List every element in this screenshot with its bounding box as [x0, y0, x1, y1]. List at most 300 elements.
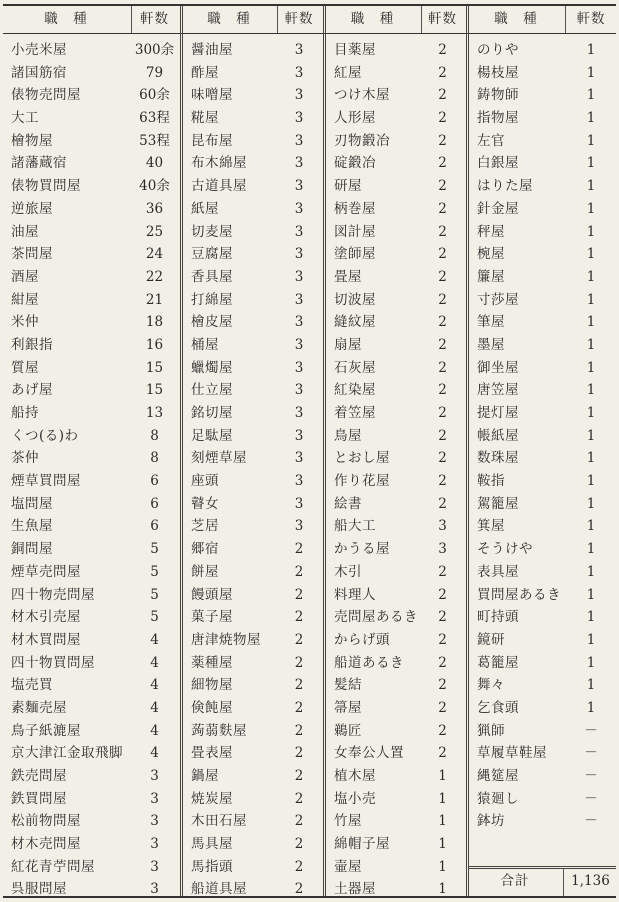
table-row	[183, 720, 320, 743]
table-row	[183, 221, 320, 244]
occupation-name: 座頭	[191, 473, 219, 490]
table-row	[3, 334, 177, 357]
household-count: 1	[586, 473, 596, 490]
table-row	[469, 266, 616, 289]
table-row	[469, 130, 616, 153]
table-row	[3, 243, 177, 266]
occupation-name: 船持	[11, 405, 39, 421]
occupation-name: 鍋屋	[191, 768, 219, 784]
household-count: 1	[586, 586, 596, 603]
occupation-name: 足駄屋	[191, 427, 233, 444]
household-count: 3	[294, 223, 304, 240]
household-count: 2	[294, 836, 304, 853]
occupation-name: 木田石屋	[191, 813, 247, 830]
occupation-name: くつ(る)わ	[11, 427, 79, 444]
occupation-name: 船道あるき	[334, 654, 404, 671]
table-row	[469, 334, 616, 357]
occupation-name: 材木買問屋	[11, 631, 81, 648]
occupation-name: 木引	[334, 563, 362, 580]
table-row	[183, 629, 320, 652]
occupation-name: 紙屋	[191, 200, 219, 217]
occupation-name: 銘切屋	[191, 405, 233, 421]
household-count: 3	[150, 790, 159, 807]
household-count: 4	[150, 677, 159, 694]
table-row	[3, 198, 177, 221]
household-count: 1	[438, 836, 447, 853]
household-count: 4	[150, 631, 159, 648]
household-count: 8	[150, 427, 159, 444]
household-count: 40余	[139, 178, 170, 195]
household-count: 3	[294, 450, 304, 467]
household-count: 1	[586, 563, 596, 580]
table-row	[469, 243, 616, 266]
table-row	[183, 198, 320, 221]
occupation-name: 鳥子紙漉屋	[11, 722, 81, 739]
table-row	[326, 379, 463, 402]
occupation-name: 煙草買問屋	[11, 473, 81, 490]
table-row	[469, 425, 616, 448]
household-count: 2	[438, 405, 447, 421]
household-count: 3	[150, 813, 159, 830]
occupation-name: 御坐屋	[477, 359, 519, 376]
occupation-name: 料理人	[334, 586, 376, 603]
table-row	[326, 266, 463, 289]
household-count: 2	[438, 450, 447, 467]
table-row	[326, 425, 463, 448]
table-row	[183, 62, 320, 85]
occupation-name: 瞽女	[191, 495, 219, 512]
occupation-name: 葛籠屋	[477, 654, 519, 671]
household-count: 3	[294, 268, 304, 285]
table-row	[469, 84, 616, 107]
column-rows	[3, 39, 177, 901]
occupation-name: 鞍指	[477, 473, 505, 490]
occupation-name: 猿廻し	[477, 790, 519, 807]
household-count: 2	[438, 110, 447, 127]
table-row	[326, 39, 463, 62]
household-count: 3	[294, 405, 304, 421]
occupation-name: 駕籠屋	[477, 495, 519, 512]
column-header	[183, 6, 320, 33]
household-count: 2	[438, 631, 447, 648]
occupation-name: 蒟蒻麩屋	[191, 722, 247, 739]
occupation-name: 四十物買問屋	[11, 654, 95, 671]
household-count: －	[584, 722, 598, 739]
household-count: 3	[294, 87, 304, 104]
household-count: 2	[438, 359, 447, 376]
household-count: 1	[586, 42, 596, 58]
occupation-name: 煙草売問屋	[11, 563, 81, 580]
household-count: 1	[586, 155, 596, 172]
occupation-name: 切波屋	[334, 291, 376, 308]
household-count: 1	[586, 382, 596, 399]
total-separator	[563, 869, 564, 896]
household-count: 63程	[139, 110, 170, 127]
table-row	[469, 606, 616, 629]
header-count: 軒数	[428, 11, 457, 27]
household-count: 6	[150, 473, 159, 490]
occupation-name: 研屋	[334, 178, 362, 195]
table-row	[469, 379, 616, 402]
occupation-name: 芝居	[191, 518, 219, 535]
table-row	[469, 629, 616, 652]
household-count: 5	[150, 609, 159, 626]
occupation-name: 細物屋	[191, 677, 233, 694]
table-row	[326, 107, 463, 130]
household-count: 3	[150, 768, 159, 784]
occupation-name: 鵜匠	[334, 722, 362, 739]
occupation-name: 大工	[11, 110, 39, 127]
table-row	[326, 561, 463, 584]
household-count: 2	[294, 722, 304, 739]
table-row	[3, 311, 177, 334]
table-row	[469, 175, 616, 198]
table-row	[469, 107, 616, 130]
total-value: 1,136	[571, 873, 610, 889]
occupation-name: 髪結	[334, 677, 362, 694]
household-count: 4	[150, 654, 159, 671]
table-row	[183, 266, 320, 289]
household-count: 2	[438, 722, 447, 739]
table-row	[3, 357, 177, 380]
table-row	[183, 606, 320, 629]
table-row	[469, 674, 616, 697]
household-count: 15	[145, 382, 164, 399]
occupation-name: 薬種屋	[191, 654, 233, 671]
table-row	[183, 152, 320, 175]
column-header	[326, 6, 463, 33]
table-row	[326, 720, 463, 743]
household-count: 1	[586, 518, 596, 535]
household-count: 3	[294, 246, 304, 263]
table-row	[183, 856, 320, 879]
occupation-name: 鉢坊	[477, 813, 505, 830]
table-row	[326, 130, 463, 153]
household-count: 1	[438, 813, 447, 830]
table-row	[183, 652, 320, 675]
table-row	[326, 221, 463, 244]
occupation-name: 寸莎屋	[477, 291, 519, 308]
table-row	[326, 629, 463, 652]
household-count: 2	[294, 563, 304, 580]
household-count: 1	[586, 677, 596, 694]
table-row	[183, 810, 320, 833]
occupation-name: からげ頭	[334, 631, 390, 648]
table-row	[183, 742, 320, 765]
occupation-name: 左官	[477, 132, 505, 149]
household-count: 3	[294, 518, 304, 535]
occupation-name: 塗師屋	[334, 246, 376, 263]
table-row	[183, 357, 320, 380]
occupation-name: 蠟燭屋	[191, 359, 233, 376]
table-row	[326, 856, 463, 879]
table-row	[3, 107, 177, 130]
occupation-name: 紅屋	[334, 64, 362, 81]
table-row	[3, 425, 177, 448]
household-count: 36	[145, 200, 164, 217]
household-count: 2	[438, 699, 447, 716]
table-row	[469, 493, 616, 516]
household-count: 1	[586, 699, 596, 716]
occupation-name: 鉄売問屋	[11, 768, 67, 784]
occupation-name: 糀屋	[191, 110, 219, 127]
table-row	[326, 538, 463, 561]
table-row	[326, 652, 463, 675]
household-count: 22	[145, 268, 164, 285]
table-row	[3, 221, 177, 244]
occupation-name: 小売米屋	[11, 42, 67, 58]
total-row	[469, 866, 616, 896]
table-row	[3, 470, 177, 493]
household-count: 1	[586, 405, 596, 421]
household-count: 5	[150, 541, 159, 558]
occupation-name: 目薬屋	[334, 42, 376, 58]
occupation-name: 醤油屋	[191, 42, 233, 58]
household-count: 2	[438, 87, 447, 104]
occupation-name: 船大工	[334, 518, 376, 535]
household-count: 3	[294, 64, 304, 81]
household-count: 15	[145, 359, 164, 376]
table-row	[3, 538, 177, 561]
occupation-name: 唐笠屋	[477, 382, 519, 399]
household-count: 6	[150, 518, 159, 535]
table-row	[3, 810, 177, 833]
occupation-name: 乞食頭	[477, 699, 519, 716]
table-row	[326, 175, 463, 198]
household-count: 1	[586, 609, 596, 626]
occupation-name: 着笠屋	[334, 405, 376, 421]
household-count: 1	[438, 790, 447, 807]
occupation-name: つけ木屋	[334, 87, 390, 104]
household-count: 1	[586, 268, 596, 285]
table-row	[183, 765, 320, 788]
household-count: 1	[586, 450, 596, 467]
table-row	[183, 175, 320, 198]
table-row	[183, 402, 320, 425]
household-count: 3	[294, 495, 304, 512]
household-count: 2	[438, 42, 447, 58]
household-count: 2	[294, 654, 304, 671]
table-row	[469, 720, 616, 743]
occupation-name: 打綿屋	[191, 291, 233, 308]
household-count: 1	[586, 110, 596, 127]
table-row	[3, 584, 177, 607]
occupation-name: 材木売問屋	[11, 836, 81, 853]
household-count: 3	[150, 858, 159, 875]
household-count: 3	[150, 881, 159, 898]
occupation-name: 豆腐屋	[191, 246, 233, 263]
occupation-name: 味噌屋	[191, 87, 233, 104]
occupation-name: 碇鍛冶	[334, 155, 376, 172]
table-row	[326, 447, 463, 470]
household-count: 6	[150, 495, 159, 512]
occupation-name: 壷屋	[334, 858, 362, 875]
table-row	[326, 243, 463, 266]
household-count: 2	[294, 745, 304, 762]
household-count: 3	[294, 110, 304, 127]
occupation-name: 猟師	[477, 722, 505, 739]
table-row	[469, 584, 616, 607]
table-row	[183, 493, 320, 516]
household-count: 4	[150, 745, 159, 762]
table-row	[326, 402, 463, 425]
table-row	[3, 765, 177, 788]
occupation-name: 刻煙草屋	[191, 450, 247, 467]
household-count: 2	[438, 223, 447, 240]
header-occupation: 職 種	[44, 11, 88, 27]
column-header	[469, 6, 616, 33]
table-row	[469, 447, 616, 470]
household-count: 1	[586, 336, 596, 353]
table-row	[469, 470, 616, 493]
occupation-name: 塩売買	[11, 677, 53, 694]
household-count: －	[584, 813, 598, 830]
table-row	[326, 62, 463, 85]
table-row	[469, 357, 616, 380]
table-row	[326, 788, 463, 811]
household-count: 1	[586, 359, 596, 376]
column-rows	[326, 39, 463, 901]
table-row	[183, 379, 320, 402]
table-row	[3, 674, 177, 697]
table-row	[183, 561, 320, 584]
occupation-name: 桶屋	[191, 336, 219, 353]
table-row	[183, 311, 320, 334]
table-row	[326, 833, 463, 856]
occupation-name: 素麵売屋	[11, 699, 67, 716]
table-row	[326, 289, 463, 312]
household-count: 24	[145, 246, 164, 263]
table-row	[326, 357, 463, 380]
table-row	[3, 402, 177, 425]
household-count: 3	[294, 427, 304, 444]
occupation-name: 数珠屋	[477, 450, 519, 467]
table-row	[183, 674, 320, 697]
occupation-name: 提灯屋	[477, 405, 519, 421]
table-row	[326, 878, 463, 901]
table-row	[183, 470, 320, 493]
occupation-name: 塩問屋	[11, 495, 53, 512]
occupation-name: 昆布屋	[191, 132, 233, 149]
occupation-name: 秤屋	[477, 223, 505, 240]
occupation-name: 畳屋	[334, 268, 362, 285]
table-row	[469, 289, 616, 312]
occupation-name: 檜物屋	[11, 132, 53, 149]
household-count: 300余	[134, 42, 175, 58]
column-header	[3, 6, 177, 33]
occupation-name: 生魚屋	[11, 518, 53, 535]
table-row	[3, 856, 177, 879]
table-row	[3, 561, 177, 584]
occupation-name: 石灰屋	[334, 359, 376, 376]
household-count: 1	[586, 314, 596, 331]
occupation-name: 人形屋	[334, 110, 376, 127]
table-column-2	[180, 6, 320, 896]
table-row	[3, 697, 177, 720]
household-count: 2	[294, 858, 304, 875]
occupation-name: 表具屋	[477, 563, 519, 580]
household-count: 2	[294, 541, 304, 558]
table-row	[3, 652, 177, 675]
household-count: 2	[438, 609, 447, 626]
occupation-name: 酢屋	[191, 64, 219, 81]
household-count: 2	[294, 631, 304, 648]
occupation-name: 京大津江金取飛脚	[11, 745, 123, 762]
household-count: 1	[438, 858, 447, 875]
household-count: 25	[145, 223, 164, 240]
household-count: 3	[294, 473, 304, 490]
occupation-name: 竹屋	[334, 813, 362, 830]
household-count: 53程	[139, 132, 170, 149]
table-row	[326, 152, 463, 175]
table-row	[469, 152, 616, 175]
table-row	[326, 742, 463, 765]
occupation-name: 呉服問屋	[11, 881, 67, 898]
table-row	[3, 720, 177, 743]
table-row	[326, 765, 463, 788]
table-row	[3, 493, 177, 516]
occupation-name: 塩小売	[334, 790, 376, 807]
household-count: 2	[294, 813, 304, 830]
occupation-name: 俵物売問屋	[11, 87, 81, 104]
table-row	[326, 334, 463, 357]
header-count: 軒数	[576, 11, 606, 27]
table-row	[469, 765, 616, 788]
occupation-name: 鉄買問屋	[11, 790, 67, 807]
household-count: 2	[294, 586, 304, 603]
occupation-name: 布木綿屋	[191, 155, 247, 172]
occupation-name: 逆旅屋	[11, 200, 53, 217]
household-count: －	[584, 768, 598, 784]
household-count: 2	[438, 200, 447, 217]
occupation-name: 酒屋	[11, 268, 39, 285]
table-row	[469, 742, 616, 765]
table-row	[183, 833, 320, 856]
occupation-name: そうけや	[477, 541, 533, 558]
occupation-name: 鏡研	[477, 631, 505, 648]
table-row	[3, 742, 177, 765]
household-count: 3	[294, 359, 304, 376]
household-count: 2	[294, 790, 304, 807]
household-count: 5	[150, 586, 159, 603]
household-count: 2	[438, 382, 447, 399]
occupation-name: 土器屋	[334, 881, 376, 898]
occupation-name: 饅頭屋	[191, 586, 233, 603]
table-row	[183, 289, 320, 312]
household-count: 2	[438, 291, 447, 308]
table-row	[3, 788, 177, 811]
occupation-name: 扇屋	[334, 336, 362, 353]
household-count: 8	[150, 450, 159, 467]
header-count: 軒数	[140, 11, 169, 27]
occupation-name: あげ屋	[11, 382, 53, 399]
occupation-name: 買問屋あるき	[477, 586, 561, 603]
occupation-name: 古道具屋	[191, 178, 247, 195]
household-count: 79	[145, 64, 164, 81]
household-count: 1	[586, 178, 596, 195]
table-row	[3, 84, 177, 107]
household-count: 3	[294, 291, 304, 308]
household-count: 1	[586, 200, 596, 217]
household-count: 2	[438, 654, 447, 671]
household-count: 2	[294, 699, 304, 716]
table-row	[183, 515, 320, 538]
table-row	[469, 652, 616, 675]
occupation-name: 箒屋	[334, 699, 362, 716]
occupation-name: 筆屋	[477, 314, 505, 331]
occupation-name: 質屋	[11, 359, 39, 376]
household-count: 2	[438, 586, 447, 603]
